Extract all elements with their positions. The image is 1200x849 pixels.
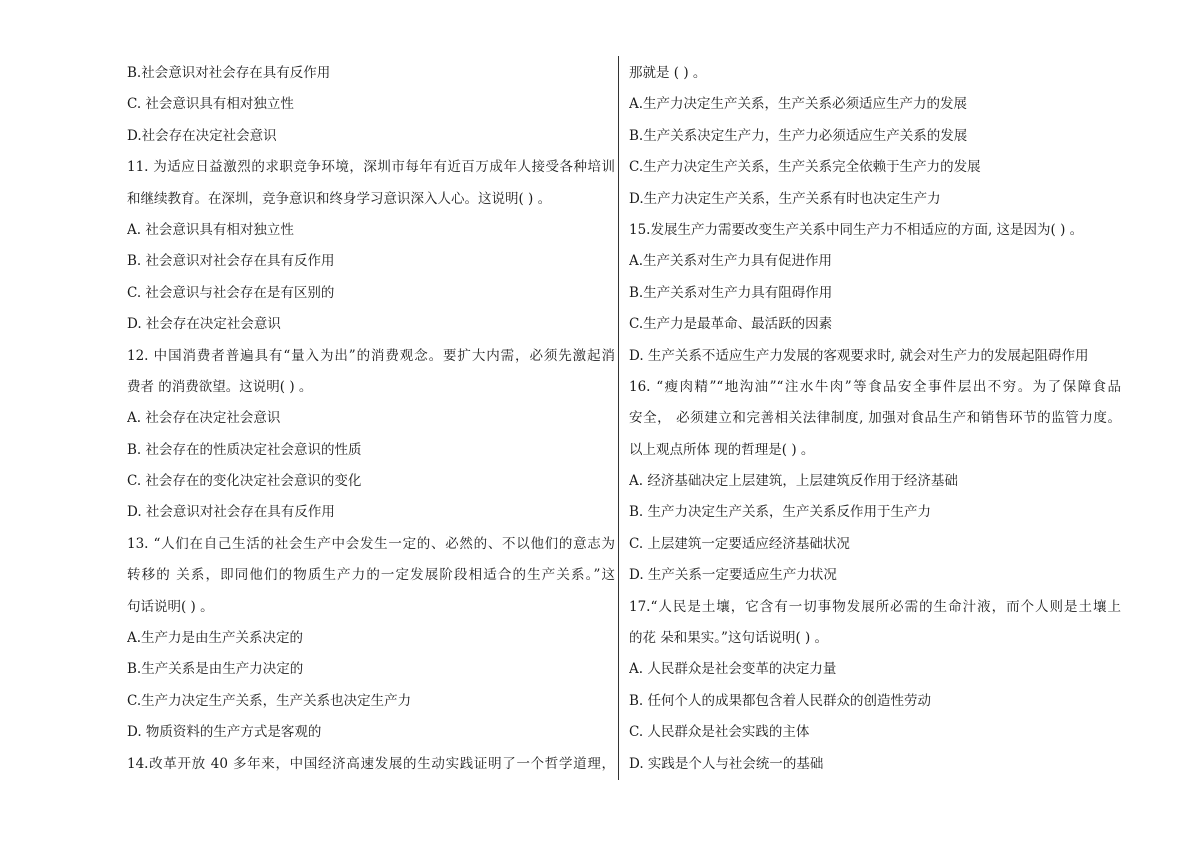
right-column-line: 安全， 必须建立和完善相关法律制度, 加强对食品生产和销售环节的监管力度。 xyxy=(629,410,1121,427)
left-column xyxy=(127,58,615,780)
left-column-line: 和继续教育。在深圳，竞争意识和终身学习意识深入人心。这说明( ) 。 xyxy=(127,190,552,207)
right-column-line: A.生产关系对生产力具有促进作用 xyxy=(629,253,833,270)
right-column-line: D. 生产关系一定要适应生产力状况 xyxy=(629,567,837,584)
right-column-line: A.生产力决定生产关系，生产关系必须适应生产力的发展 xyxy=(629,96,968,113)
right-column-line: A. 经济基础决定上层建筑，上层建筑反作用于经济基础 xyxy=(629,473,958,490)
column-divider xyxy=(618,56,619,780)
right-column-line: C. 上层建筑一定要适应经济基础状况 xyxy=(629,535,850,552)
left-column-line: 句话说明( ) 。 xyxy=(127,598,214,615)
left-column-line: 转移的 关系，即同他们的物质生产力的一定发展阶段相适合的生产关系。”这 xyxy=(127,567,615,584)
left-column-line: B.社会意识对社会存在具有反作用 xyxy=(127,65,331,81)
left-column-line: B.生产关系是由生产力决定的 xyxy=(127,661,304,678)
left-column-line: C.生产力决定生产关系，生产关系也决定生产力 xyxy=(127,692,412,709)
left-column-line: B. 社会意识对社会存在具有反作用 xyxy=(127,253,335,270)
left-column-line: D.社会存在决定社会意识 xyxy=(127,127,277,144)
left-column-line: 12. 中国消费者普遍具有“量入为出”的消费观念。要扩大内需，必须先激起消 xyxy=(127,347,615,364)
right-column-line: B. 任何个人的成果都包含着人民群众的创造性劳动 xyxy=(629,692,932,709)
left-column-line: A.生产力是由生产关系决定的 xyxy=(127,630,304,647)
right-column-line: 的花 朵和果实。”这句话说明( ) 。 xyxy=(629,630,829,647)
right-column-line: B. 生产力决定生产关系，生产关系反作用于生产力 xyxy=(629,504,932,521)
left-column-line: C. 社会意识与社会存在是有区别的 xyxy=(127,284,335,301)
right-column-line: 15.发展生产力需要改变生产关系中同生产力不相适应的方面, 这是因为( ) 。 xyxy=(629,221,1084,238)
right-column-line: C.生产力决定生产关系，生产关系完全依赖于生产力的发展 xyxy=(629,159,981,176)
right-column-line: D.生产力决定生产关系，生产关系有时也决定生产力 xyxy=(629,190,941,207)
right-column-line: 那就是 ( ) 。 xyxy=(629,65,707,81)
left-column-line: D. 社会意识对社会存在具有反作用 xyxy=(127,504,335,521)
right-column-line: B.生产关系对生产力具有阻碍作用 xyxy=(629,284,833,301)
left-column-line: 13. “人们在自己生活的社会生产中会发生一定的、必然的、不以他们的意志为 xyxy=(127,535,615,552)
right-column-line: 17.“人民是土壤，它含有一切事物发展所必需的生命汁液，而个人则是土壤上 xyxy=(629,598,1121,615)
right-column-line: D. 实践是个人与社会统一的基础 xyxy=(629,755,824,772)
left-column-line: D. 物质资料的生产方式是客观的 xyxy=(127,724,322,741)
left-column-line: C. 社会意识具有相对独立性 xyxy=(127,96,294,113)
left-column-line: B. 社会存在的性质决定社会意识的性质 xyxy=(127,441,362,458)
right-column-line: D. 生产关系不适应生产力发展的客观要求时, 就会对生产力的发展起阻碍作用 xyxy=(629,347,1089,364)
right-column-line: A. 人民群众是社会变革的决定力量 xyxy=(629,661,837,678)
right-column xyxy=(629,58,1121,780)
left-column-line: 费者 的消费欲望。这说明( ) 。 xyxy=(127,378,313,395)
left-column-line: 14.改革开放 40 多年来，中国经济高速发展的生动实践证明了一个哲学道理， xyxy=(127,755,615,772)
left-column-line: 11. 为适应日益激烈的求职竞争环境，深圳市每年有近百万成年人接受各种培训 xyxy=(127,159,615,176)
left-column-line: A. 社会存在决定社会意识 xyxy=(127,410,281,427)
right-column-line: B.生产关系决定生产力，生产力必须适应生产关系的发展 xyxy=(629,127,968,144)
right-column-line: 16. “瘦肉精”“地沟油”“注水牛肉”等食品安全事件层出不穷。为了保障食品 xyxy=(629,378,1121,395)
left-column-line: C. 社会存在的变化决定社会意识的变化 xyxy=(127,473,362,490)
right-column-line: C.生产力是最革命、最活跃的因素 xyxy=(629,316,833,333)
right-column-line: C. 人民群众是社会实践的主体 xyxy=(629,724,810,741)
left-column-line: A. 社会意识具有相对独立性 xyxy=(127,221,294,238)
left-column-line: D. 社会存在决定社会意识 xyxy=(127,316,281,333)
right-column-line: 以上观点所体 现的哲理是( ) 。 xyxy=(629,441,815,458)
